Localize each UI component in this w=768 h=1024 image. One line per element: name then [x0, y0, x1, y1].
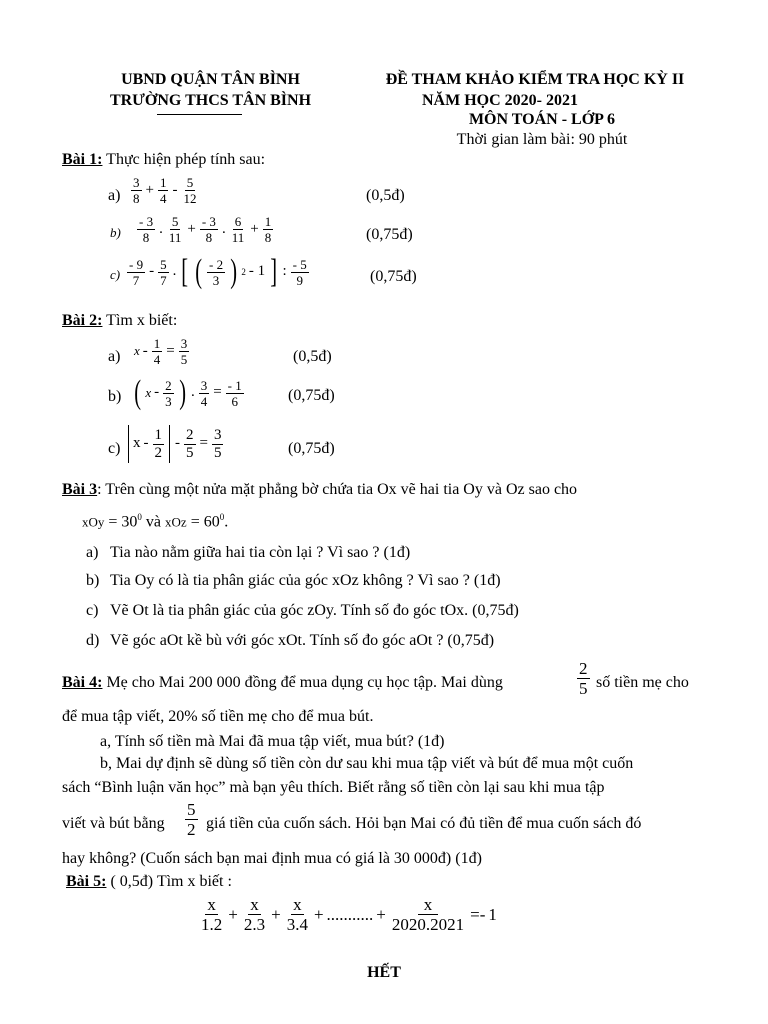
fraction: $\frac{3}{4}$: [200, 377, 208, 409]
bai2-prompt: Tìm x biết:: [106, 312, 178, 329]
header-underline: [157, 114, 242, 115]
bai2-b-points: (0,75đ): [288, 387, 335, 404]
bai1-b-points: (0,75đ): [366, 226, 413, 243]
fraction: $\frac{x}{3.4}$: [286, 895, 308, 934]
fraction: $\frac{2}{5}$: [186, 426, 194, 461]
bai4-line1b: số tiền mẹ cho: [596, 674, 689, 691]
bai1-a-points: (0,5đ): [366, 187, 405, 204]
bai1-prompt: Thực hiện phép tính sau:: [106, 151, 266, 168]
fraction: $\frac{1}{4}$: [159, 175, 167, 206]
header-right-line2: NĂM HỌC 2020- 2021: [422, 92, 578, 109]
bai2-c-expression: x - 1 2 - $\frac{2}{5}$ = $\frac{3}{5}$: [126, 425, 224, 463]
fraction: $\frac{x}{2.3}$: [243, 895, 266, 934]
bai4-fraction-5-2: $\frac{5}{2}$: [187, 800, 196, 839]
bai2-b-expression: ( x - 2 3 ) . $\frac{3}{4}$ = $\frac{- 1}{6}$: [134, 374, 242, 411]
bai3-prompt: : Trên cùng một nửa mặt phẳng bờ chứa tia Ox vẽ hai tia Oy và Oz sao cho: [97, 481, 578, 498]
bai1-c-label: c): [110, 267, 121, 282]
fraction: $\frac{- 1}{6}$: [227, 377, 242, 409]
bai2-a-points: (0,5đ): [293, 348, 332, 365]
bai4-line7: hay không? (Cuốn sách bạn mai định mua có giá là 30 000đ) (1đ): [62, 850, 482, 867]
fraction: 5 12: [183, 175, 197, 206]
fraction: - 5 9: [292, 256, 307, 288]
bai1-a-expression: 3 8 + $\frac{1}{4}$ - 5 12: [133, 175, 197, 206]
fraction: 2 3: [165, 377, 172, 409]
bai5-title: Bài 5:: [66, 873, 107, 890]
fraction: $\frac{- 3}{8}$: [201, 214, 216, 245]
fraction: 5 11: [168, 214, 182, 245]
bai3-angle-line: xOy = $30^0$ và xOz = $60^0$.: [82, 512, 229, 531]
bai2-heading: [62, 312, 177, 330]
bai5-expression: x 1.2 + $\frac{x}{2.3}$ + $\frac{x}{3.4}$ + ........... + $\frac{x}{2020.2021}$ =- 1: [201, 895, 497, 934]
bai1-title: Bài 1:: [62, 151, 103, 168]
bai1-heading: [62, 151, 265, 169]
bai2-title: Bài 2:: [62, 312, 103, 329]
fraction: 1 2: [154, 426, 162, 461]
fraction: $\frac{3}{5}$: [213, 426, 222, 461]
bai3-item-d: d) Vẽ góc aOt kề bù với góc xOt. Tính số đo góc aOt ? (0,75đ): [86, 632, 495, 649]
bai1-a-label: a): [108, 187, 121, 204]
bai5-heading: [66, 873, 232, 891]
fraction: $\frac{1}{8}$: [264, 214, 272, 245]
bai4-line4: b, Mai dự định sẽ dùng số tiền còn dư sau khi mua tập viết và bút để mua một cuốn: [100, 755, 634, 772]
bai1-c-expression: - 9 7 - 5 7 . [ ( - 2 3 ) 2 - 1 ] : - 5 9: [129, 253, 307, 290]
bai1-b-label: b): [110, 225, 121, 240]
bai1-c-points: (0,75đ): [370, 268, 417, 285]
fraction: - 2 3: [209, 256, 224, 288]
bai2-b-label: b): [108, 388, 122, 405]
bai5-prompt: ( 0,5đ) Tìm x biết :: [110, 873, 232, 890]
bai4-fraction-2-5: $\frac{2}{5}$: [579, 659, 588, 698]
bai4-line3: a, Tính số tiền mà Mai đã mua tập viết, mua bút? (1đ): [100, 733, 445, 750]
header-right-line3: MÔN TOÁN - LỚP 6: [468, 111, 616, 128]
bai2-c-label: c): [108, 440, 121, 457]
bai2-a-expression: x - $\frac{1}{4}$ = $\frac{3}{5}$: [134, 336, 188, 367]
fraction: 6 11: [231, 214, 245, 245]
fraction: $\frac{x}{2020.2021}$: [391, 895, 465, 934]
bai1-b-expression: - 3 8 . 5 11 + $\frac{- 3}{8}$ . 6 11 + $\frac{1}{8}$: [139, 214, 272, 245]
fraction: $\frac{3}{5}$: [180, 336, 188, 367]
fraction: x 1.2: [201, 895, 223, 934]
bai2-c-points: (0,75đ): [288, 440, 335, 457]
bai3-item-b: b) Tia Oy có là tia phân giác của góc xOz không ? Vì sao ? (1đ): [86, 572, 501, 589]
fraction: 5 7: [160, 256, 167, 288]
header-left-line1: UBND QUẬN TÂN BÌNH: [121, 71, 300, 88]
header-right-line4: Thời gian làm bài: 90 phút: [456, 131, 628, 148]
bai4-title: Bài 4:: [62, 674, 103, 691]
end-marker: HẾT: [367, 964, 401, 981]
fraction: - 3 8: [139, 214, 154, 245]
fraction: 3 8: [133, 175, 140, 206]
bai3-item-a: a) Tia nào nằm giữa hai tia còn lại ? Vì sao ? (1đ): [86, 544, 411, 561]
bai4-line5: sách “Bình luận văn học” mà bạn yêu thích. Biết rằng số tiền còn lại sau khi mua tập: [62, 779, 605, 796]
bai3-heading: [62, 481, 577, 499]
bai4-line6b: giá tiền của cuốn sách. Hỏi bạn Mai có đủ tiền để mua cuốn sách đó: [206, 815, 642, 832]
bai4-line6a: viết và bút bằng: [62, 815, 165, 832]
header-right-line1: ĐỀ THAM KHẢO KIỂM TRA HỌC KỲ II: [385, 71, 685, 88]
bai3-item-c: c) Vẽ Ot là tia phân giác của góc zOy. Tính số đo góc tOx. (0,75đ): [86, 602, 519, 619]
bai4-line2: để mua tập viết, 20% số tiền mẹ cho để mua bút.: [62, 708, 374, 725]
header-left-line2: TRƯỜNG THCS TÂN BÌNH: [109, 92, 312, 109]
bai3-title: Bài 3: [62, 481, 98, 498]
fraction: - 9 7: [129, 256, 144, 288]
bai4-line1a: Bài 4: Mẹ cho Mai 200 000 đồng để mua dụng cụ học tập. Mai dùng: [62, 674, 503, 691]
fraction: $\frac{1}{4}$: [153, 336, 161, 367]
bai2-a-label: a): [108, 348, 121, 365]
